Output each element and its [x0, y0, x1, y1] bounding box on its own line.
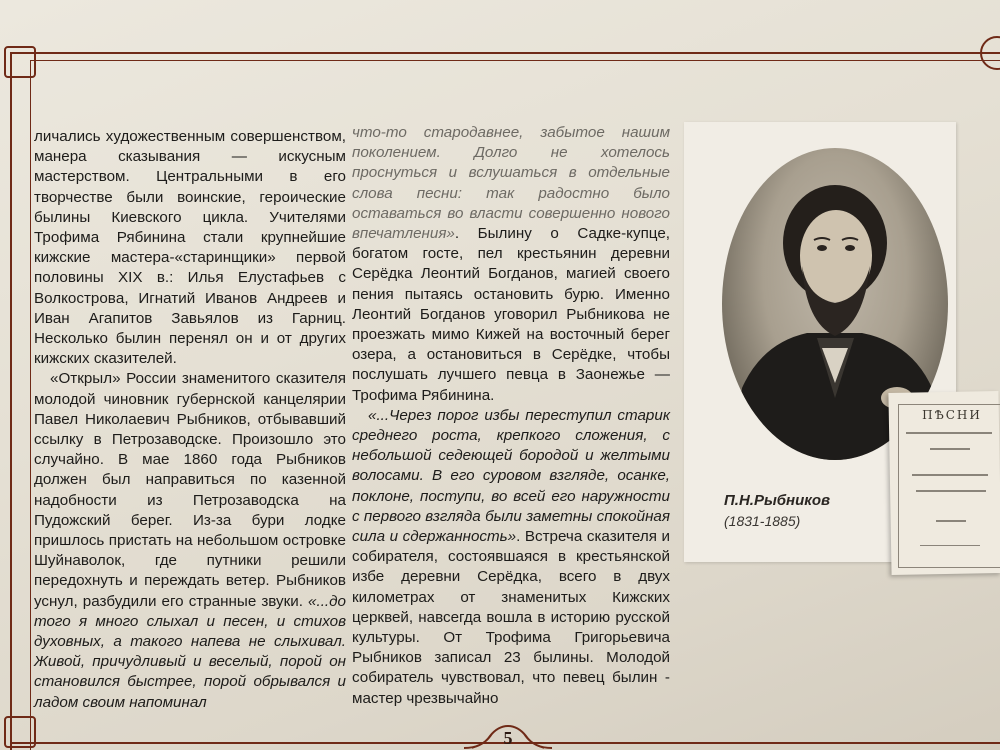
frame-left-line — [10, 52, 12, 750]
portrait-caption-name: П.Н.Рыбников — [724, 492, 831, 509]
paragraph: личались художественным совершенством, манера сказывания — искусным мастерством. Центральными в его творчестве были воинские, героические былины Киевского цикла. Учителями Трофима Рябинина стали крупнейшие кижские мастера-«старинщики» первой половины XIX в.: Илья Елустафьев с Волкостровa, Игнатий Иванов Андреев и Иван Агапитов Завьялов из Гарниц. Несколько былин перенял он и от других кижских сказителей. — [34, 128, 346, 368]
corner-ornament-icon — [4, 46, 36, 78]
text-column-right — [352, 123, 670, 709]
book-print-line — [916, 490, 986, 492]
quote-text: «...до того я много слыхал и песен, и стихов духовных, а такого напева не слыхивал. Живой, причудливый и веселый, порой он становился быстрее, порой обрывался и ладом своим напоминал — [34, 592, 346, 711]
paragraph — [352, 406, 670, 709]
book-print-line — [930, 448, 970, 450]
page-number: 5 — [503, 728, 513, 748]
frame-top-inner-line — [30, 60, 1000, 61]
paragraph-text: . Былину о Садке-купце, богатом госте, пел крестьянин деревни Серёдка Леонтий Богданов, магией своего пения пытаясь остановить бурю. Именно Леонтий Богданов уговорил Рыбникова не проезжать мимо Кижей на восточный берег озера, а остановиться в Серёдке, чтобы послушать лучшего певца в Заонежье — Трофима Рябинина. — [352, 225, 670, 404]
paragraph-text: . Встреча сказителя и собирателя, состоявшаяся в крестьянской избе деревни Серёдка, всего в двух километрах от знаменитых Кижских церквей, навсегда вошла в историю русской культуры. От Трофима Григорьевича Рыбников записал 23 былины. Молодой собиратель чувствовал, что певец былин - мастер чрезвычайно — [352, 528, 670, 707]
frame-left-inner-line — [30, 60, 31, 750]
paragraph — [34, 369, 346, 712]
book-print-line — [920, 545, 980, 546]
book-print-line — [936, 520, 966, 522]
corner-ornament-icon — [4, 716, 36, 748]
text-column-left — [34, 127, 346, 713]
quote-text: что-то стародавнее, забытое нашим поколением. Долго не хотелось проснуться и вслушаться в отдельные слова песни: так радостно было оставаться во власти совершенно нового впечатления» — [352, 124, 670, 243]
book-print-line — [906, 432, 992, 434]
portrait-caption-years: (1831-1885) — [724, 513, 801, 529]
corner-ornament-icon — [980, 36, 1000, 70]
book-print-line — [912, 474, 988, 476]
book-title-border — [898, 404, 1000, 568]
quote-text: «...Через порог избы переступил старик среднего роста, крепкого сложения, с небольшой седеющей бородой и желтыми волосами. В его суровом взгляде, осанке, поклоне, поступи, во всей его наружности с первого взгляда были заметны спокойная сила и сдержанность» — [352, 406, 670, 546]
frame-top-line — [10, 52, 1000, 54]
paragraph — [352, 123, 670, 406]
paragraph-text: «Открыл» России знаменитого сказителя молодой чиновник губернской канцелярии Павел Николаевич Рыбников, отбывавший ссылку в Петрозаводске. Произошло это случайно. В мае 1860 года Рыбников должен был направиться по казенной надобности из Петрозаводска на Пудожский берег. Из-за бури лодке пришлось пристать на небольшом островке Шуйнаволок, где путники решили передохнуть и переждать ветер. Рыбников уснул, разбудили его странные звуки. — [34, 370, 346, 610]
book-title: ПѢСНИ — [922, 408, 982, 422]
